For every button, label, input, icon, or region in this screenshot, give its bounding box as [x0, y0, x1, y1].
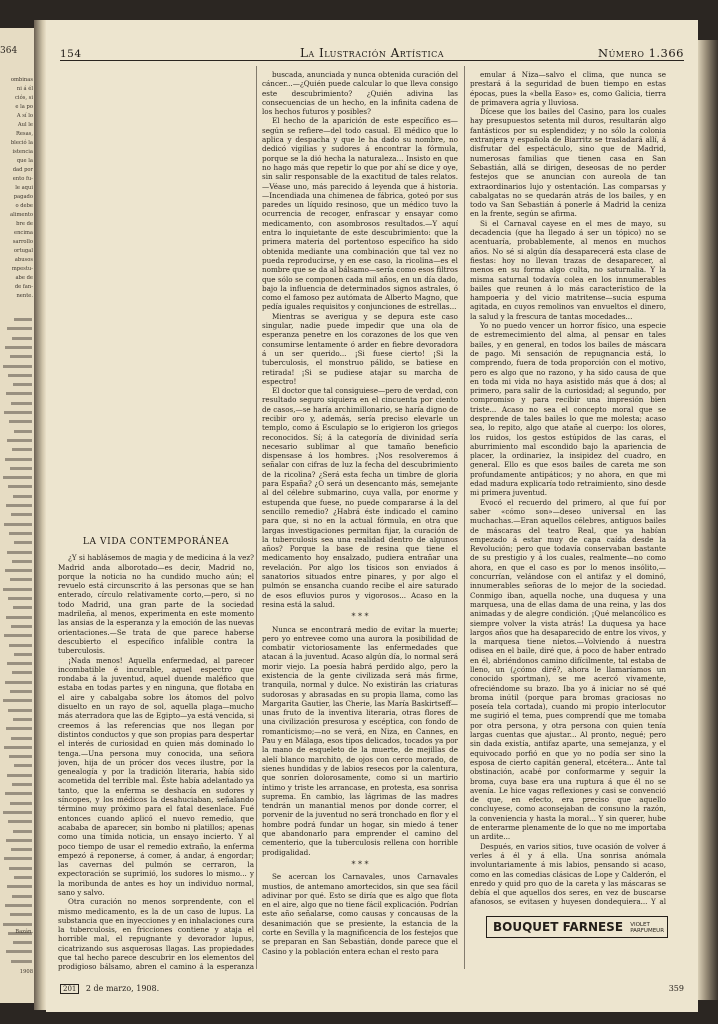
col3-paragraph-3: Si el Carnaval cayese en el mes de mayo, su decadencia (que ha llegado á ser un tópico) no se acentuaría, probablemente, al menos en muchos años. No sé si algún día desaparecerá esta clase de fiestas: hoy no llevan trazas de desaparecer, al menos en su forma algo culta, no saturnalia. Y la misma saturnal todavía colea en los innumerables bailes que reunen á lo más característico de la hampoeria y del vicio matritense—sucia espuma agitada, en cuyos remolinos van envueltos el dinero, la salud y la frescura de tantas mocedades... — [470, 218, 666, 321]
previous-page-text-line — [9, 867, 32, 870]
col2-paragraph-6: Se acercan los Carnavales, unos Carnavales mustios, de antemano amortecidos, sin que sea fácil adivinar por qué. Esto se diría que es algo que flota en el aire, algo que no tiene fácil explicación. Podrían este año señalarse, como causas y concausas de la desanimación que se presiente, la estancia de la corte en Sevilla y la magnificencia de los festejos que se preparan en San Sebastián, donde parece que el Casino y la población entera echan el resto para — [262, 872, 458, 956]
previous-page-text-line — [13, 606, 32, 609]
previous-page-text-line — [7, 885, 32, 888]
advertisement-box — [486, 916, 668, 938]
previous-page-text-line — [9, 532, 32, 535]
magazine-page — [46, 20, 698, 1012]
previous-page-text-line — [5, 569, 32, 572]
col3-paragraph-4: Yo no puedo vencer un horror físico, una especie de estremecimiento del alma, al pensar en tales bailes, y en general, en todos los bailes de máscara de pago. Mi sensación de repugnancia está, lo comprendo, fuera de toda proporción con el motivo, pero es algo que no razono, y ha sido causa de que en toda mi vida no haya asistido más que á dos; al primero, para salir de la curiosidad; al segundo, por compromiso y para recibir una impresión bien triste... Acaso no sea el concepto moral que se desprende de tales bailes lo que me molesta; acaso sea, lo repito, algo que atañe al cuerpo: los olores, los ruidos, los gestos estúpidos de las caras, el aburrimiento mal escondido bajo la apariencia de placer, la ordinariez, la insipidez del cuadro, en general. Ello es que esos bailes de careta me son profundamente antipáticos; y no ahora, en que mi edad madura explicaría todo retraimiento, sino desde mi primera juventud. — [470, 321, 666, 498]
previous-page-text-line — [3, 365, 32, 368]
previous-page-fragment: mpestu- — [11, 266, 33, 272]
previous-page-fragment: le aqui — [15, 185, 33, 191]
col1-paragraph-3: Otra curación no menos sorprendente, con el mismo medicamento, es la de un caso de lupus. La substancia que en inyecciones y en inhalaciones cura la tuberculosis, en fricciones contiene y ataja el horrible mal, el repugnante y devorador lupus, cicatrizando sus asquerosas llagas. Las propiedades que tal hecho parece descubrir en los elementos del prodigioso bálsamo, abren el camino á la esperanza — [58, 897, 254, 972]
section-break-2: * * * — [351, 859, 369, 869]
previous-page-fragment: bre de — [16, 221, 33, 227]
advert-small-text — [630, 922, 664, 934]
previous-page-strip — [0, 28, 34, 1003]
previous-page-text-line — [11, 625, 32, 628]
previous-page-text-line — [12, 337, 32, 340]
previous-page-text-line — [12, 448, 32, 451]
previous-page-text-line — [10, 913, 32, 916]
footer-date: 2 de marzo, 1908. — [85, 984, 160, 993]
previous-page-text-line — [3, 811, 32, 814]
previous-page-text-line — [9, 644, 32, 647]
previous-page-text-line — [5, 792, 32, 795]
previous-page-text-line — [5, 458, 32, 461]
previous-page-text-line — [14, 318, 32, 321]
column-divider-2 — [464, 66, 465, 969]
previous-page-text-line — [8, 374, 32, 377]
col2-paragraph-1: buscada, anunciada y nunca obtenida curación del cáncer...—¿Quién puede calcular lo que lleva consigo este descubrimiento? ¿Quién adivina las consecuencias de un hecho, en la infinita cadena de los hechos futuros y posibles? — [262, 70, 458, 117]
previous-page-text-line — [5, 904, 32, 907]
page-footer — [60, 980, 684, 1000]
previous-page-text-line — [14, 653, 32, 656]
col2-paragraph-4: El doctor que tal consiguiese—pero de verdad, con resultado seguro siquiera en el cincuenta por ciento de casos,—se haría archimillonario, se haría digno de recibir oro y, además, sería preciso elevarle un templo, como á Esculapio se lo erigieron los griegos reconocidos. Sí; á la categoría de divinidad sería necesario sublimar al que tamaño beneficio dispensase á los hombres. ¡Nos resolveremos á señalar con cifras de luz la fecha del descubrimiento de la ricolina? ¿Será esta fecha un timbre de gloria para España? ¿O será un desencanto más, semejante al del célebre submarino, cuya valla, por enorme y estupenda que fuese, no puede compararse á la del sencillo remedio? ¿Habrá éste indicado el camino para que, si no en la actual fórmula, en otra que largas investigaciones permitan fijar, la curación de la tuberculosis sea una realidad dentro de algunos años? Porque la base de resina que tiene el medicamento hoy ensalzado, pudiera entrañar una revelación. Por algo los tísicos son enviados á sanatorios situados entre pinares, y por algo el pulmón se ensancha cuando recibe el aire saturado de esos efluvios puros y vigorosos... Acaso en la resina está la salud. — [262, 386, 458, 609]
previous-page-text-line — [6, 839, 32, 842]
section-break-1: * * * — [351, 612, 369, 622]
previous-page-fragment: abe de — [15, 275, 33, 281]
previous-page-fragment: ciós, si — [15, 95, 33, 101]
previous-page-text-line — [14, 430, 32, 433]
previous-page-fragment: e la po — [15, 104, 33, 110]
header-page-number: 154 — [60, 48, 82, 60]
previous-page-fragment: encima — [14, 230, 33, 236]
section-title: LA VIDA CONTEMPORÁNEA — [82, 537, 230, 547]
previous-page-fragment: A sí lo — [16, 113, 33, 119]
previous-page-text-line — [6, 392, 32, 395]
col3-paragraph-6: Después, en varios sitios, tuve ocasión de volver á verles á él y á ella. Una sonrisa anómala involuntariamente á mis labios, pensando si acaso, como en las comedias clásicas de Lope y Calderón, el enredo y quid pro quo de la careta y las máscaras se debía el que aquellos dos seres, en vez de buscarse afanosos, se evitasen y huyesen dondequiera... Y al — [470, 841, 666, 907]
previous-page-text-line — [13, 495, 32, 498]
previous-page-text-line — [11, 402, 32, 405]
previous-page-text-line — [12, 671, 32, 674]
column-3 — [470, 70, 666, 908]
previous-page-text-line — [13, 383, 32, 386]
previous-page-text-line — [12, 560, 32, 563]
previous-page-text-line — [7, 551, 32, 554]
previous-page-text-line — [12, 895, 32, 898]
previous-page-fragment: ni á él — [16, 86, 33, 92]
previous-page-text-line — [6, 727, 32, 730]
col3-paragraph-5: Evocó el recuerdo del primero, al que fuí por saber «cómo son»—deseo universal en las muchachas.—Eran aquellos célebres, antiguos bailes de máscaras del teatro Real, que ya habían empezado á estar muy de capa caída desde la Revolución; pero que todavía conservaban bastante de su prestigio y á los cuales, realmente—no como ahora, en que el caso es por lo menos insólito,—concurrían, velándose con el antifaz y el dominó, innumerables señoras de lo mejor de la sociedad. Conmigo iban, aquella noche, una duquesa y una marquesa, una de ellas dama de una reina, y las dos animadas y de alegre condición. ¡Qué melancólico es siempre volver la vista atrás! La duquesa ya hace largos años que ha desaparecido de entre los vivos, y la marquesa tiene nietos.—Volviendo á nuestra odisea en el baile, diré que, á poco de haber entrado en él, abriéndonos camino difícilmente, tal estaba de lleno, un (¿cómo diré?, ahora le llamaríamos un conocido sportman), se me acercó vivamente, ofreciéndome su brazo. Iba yo á iniciar no sé qué broma inútil (porque para bromas graciosas no poseía tela cortada), cuando mi propio interlocutor me sugirió el tema, pues comprendí que me tomaba por otra persona, y otra persona con quien tenía largas cuentas que ajustar... Al pronto, negué; pero sin dada existía, antifaz aparte, una semejanza, y el equivocado porfió en que yo no podía ser sino la esposa de cierto capitán general, etcétera... Ante tal obstinación, acabé por conformarme y seguir la broma, cuya base era una ruptura á que él no se avenía. Le hice vagas reflexiones y casi se convenció de que, en efecto, era preciso que aquello concluyese, como aconsejaban de consuno la razón, la conveniencia y hasta la moral... Y sin querer, hube de enterarme plenamente de lo que no me importaba un ardite... — [470, 497, 666, 842]
col3-paragraph-2: Dícese que los bailes del Casino, para los cuales hay presupuestos setenta mil duros, resultarán algo fantásticos por su esplendidez; y no sólo la colonia extranjera y española de Biarritz se trasladará allí, á disfrutar del espectáculo, sino que de Madrid, numerosas familias que tienen casa en San Sebastián, allá se dirigen, deseosas de no perder festejos que se anuncian con aureola de tan extraordinarios lujo y ostentación. Las comparsas y cabalgatas no se quedarán atrás de los bailes, y en todo va San Sebastián á ponerle á Madrid la ceniza en la frente, según se afirma. — [470, 107, 666, 219]
previous-page-text-line — [4, 523, 32, 526]
col1-paragraph-2: ¡Nada menos! Aquella enfermedad, al parecer incombatible é incurable, aquel espectro que rondaba á la juventud, aquel duende maléfico que estaba en todas partes y en ninguna, que flotaba en el aire y cabalgaba sobre los átomos del polvo disuelto en un rayo de sol, aquella plaga—mucho más aterradora que las de Egipto—ya está vencida, si creemos á las referencias que nos llegan por distintos conductos y que son propias para despertar el interés de curiosidad en quien más dominado lo tenga.—Una persona muy conocida, una señora joven, hija de un prócer dos veces ilustre, por la genealogía y por la tradición literaria, había sido acometida del terrible mal. Éste había adelantado ya tanto, que la enferma se deshacía en sudores y síncopes, y los médicos la desahuciaban, señalando término muy próximo para el fatal desenlace. Fué entonces cuando aplicó el nuevo remedio, que acababa de aparecer, sin bombo ni platillos; apenas como una tímida noticia, un ensayo incierto. Y al poco tiempo de usar el remedio extraño, la enferma empezó á reponerse, á comer, á andar, á engordar; las cavernas del pulmón se cerraron, la expectoración se suprimió, los sudores lo mismo... y la moribunda de antes es hoy un individuo normal, sano y salvo. — [58, 655, 254, 897]
advert-brand: BOUQUET FARNESE — [493, 920, 624, 934]
previous-page-text-line — [9, 420, 32, 423]
previous-page-fragment: ento fu- — [12, 176, 33, 182]
previous-page-text-line — [7, 327, 32, 330]
previous-page-text-line — [10, 467, 32, 470]
column-divider-1 — [256, 66, 257, 969]
previous-page-year: 1908 — [19, 969, 33, 975]
footer-box-label: 201 — [60, 984, 79, 994]
previous-page-text-line — [14, 541, 32, 544]
previous-page-text-line — [7, 662, 32, 665]
col2-paragraph-5: Nunca se encontrará medio de evitar la muerte; pero yo entrevee como una aurora la posibilidad de combatir victoriosamente las enfermedades que atacan á la juventud. Acaso algún día, lo normal será morir viejo. La poesía habrá perdido algo, pero la existencia de la gente civilizada será más firme, tranquila, normal y dulce. No existirán las criaturas sudorosas y abrasadas en su propia llama, como las Margarita Gautier, las Cherie, las María Baskirtseff—unas fruto de la inventiva literaria, otras flores de una civilización presurosa y escéptica, con fondo de romanticismo;—no se verá, en Niza, en Cannes, en Pau y en Málaga, esos tipos delicados, tocados ya por la mano de esqueleto de la muerte, de mejillas de alelí blanco marchito, de ojos con cerco morado, de sienes hundidas y de labios resecos por la calentura, que sonríen dolorosamente, como si un martirio íntimo y triste les arrancase, en protesta, esa sonrisa suprema. En cambio, las lágrimas de las madres tendrán un manantial menos por donde correr, el porvenir de la juventud no será tronchado en flor y el hombre podrá fundar un hogar, sin miedo á tener que abandonarlo para emprender el camino del cementerio, que la tuberculosis rellena con horrible prodigalidad. — [262, 624, 458, 857]
previous-page-name: Bazán. — [15, 929, 33, 935]
previous-page-text-line — [4, 411, 32, 414]
previous-page-text-line — [3, 699, 32, 702]
previous-page-text-line — [8, 820, 32, 823]
previous-page-fragment: bleció la — [10, 140, 33, 146]
previous-page-number: 364 — [0, 46, 18, 56]
previous-page-fragment: istencia — [12, 149, 33, 155]
header-title: La Ilustración Artística — [299, 46, 445, 60]
previous-page-fragment: de fan- — [14, 284, 33, 290]
previous-page-text-line — [13, 830, 32, 833]
previous-page-text-line — [13, 718, 32, 721]
previous-page-fragment: abusos — [14, 257, 33, 263]
previous-page-text-line — [14, 764, 32, 767]
previous-page-text-line — [5, 681, 32, 684]
previous-page-text-line — [10, 578, 32, 581]
page-header — [60, 40, 684, 62]
previous-page-text-line — [11, 737, 32, 740]
previous-page-text-line — [12, 783, 32, 786]
previous-page-fragment: ombinas — [10, 77, 33, 83]
footer-left — [60, 984, 159, 994]
previous-page-text-line — [3, 588, 32, 591]
previous-page-fragment: alimento — [10, 212, 33, 218]
previous-page-text-line — [8, 597, 32, 600]
previous-page-fragment: o debe — [15, 203, 33, 209]
previous-page-text-line — [3, 476, 32, 479]
advert-small-line-1: VIOLET — [630, 921, 650, 928]
previous-page-fragment: Aul le — [17, 122, 33, 128]
previous-page-text-line — [11, 960, 32, 963]
previous-page-text-line — [8, 485, 32, 488]
previous-page-text-line — [10, 355, 32, 358]
column-2 — [262, 70, 458, 972]
col2-paragraph-2: El hecho de la aparición de este específico es—según se refiere—del todo casual. El médico que lo aplica y despacha y que le ha dado su nombre, no dedicó vigilias y sudores á encontrar la fórmula, porque se la dió hecha la naturaleza... Insisto en que no hago más que repetir lo que por ahí se dice y oye, sin salir responsable de la exactitud de tales relatos.—Véase uno, más parecido á leyenda que á historia.—Incendiada una chimenea de fábrica, goteó por sus paredes un líquido resinoso, que un médico tuvo la ocurrencia de recoger, enfrascar y ensayar como medicamento, con asombrosos resultados.—Y aquí entra lo inquietante de este descubrimiento: que la primera materia del portentoso específico ha sido obtenida mediante una combinación que tal vez no pueda reproducirse, y en ese caso, la ricolina—es el nombre que se da al bálsamo—sería como esos filtros que sólo se componen cada mil años, en un día dado, bajo la influencia de determinados signos astrales, ó como el famoso pez autómata de Alberto Magno, que pedía iguales requisitos y conjunciones de estrellas... — [262, 116, 458, 312]
book-gutter — [34, 20, 46, 1010]
previous-page-text-line — [6, 504, 32, 507]
previous-page-fragment: sarrollo — [12, 239, 33, 245]
previous-page-text-line — [4, 634, 32, 637]
advert-small-line-2: PARFUMEUR — [630, 927, 665, 934]
page-edge-shadow — [698, 40, 718, 1000]
previous-page-fragment: Resas, — [15, 131, 33, 137]
previous-page-text-line — [10, 802, 32, 805]
previous-page-fragment: pagado — [13, 194, 33, 200]
previous-page-text-line — [9, 755, 32, 758]
previous-page-text-line — [4, 746, 32, 749]
previous-page-text-line — [14, 876, 32, 879]
header-issue: Número 1.366 — [598, 46, 684, 60]
header-rule — [60, 60, 684, 61]
previous-page-fragment: nente. — [16, 293, 33, 299]
col3-paragraph-1: emular á Niza—salvo el clima, que nunca se prestará á la seguridad de buen tiempo en estas épocas, pues la «bella Easo» es, como Galicia, tierra de primavera agria y lluviosa. — [470, 70, 666, 107]
previous-page-fragment: dad por — [12, 167, 33, 173]
previous-page-text-line — [11, 513, 32, 516]
previous-page-text-line — [7, 774, 32, 777]
previous-page-text-line — [6, 950, 32, 953]
col2-paragraph-3: Mientras se averigua y se depura este caso singular, nadie puede impedir que una ola de esperanza penetre en los corazones de los que ven consumirse lentamente ó arder en fiebre devoradora á un ser querido... ¡Si fuese cierto! ¡Si la tuberculosis, el monstruo pálido, se batiese en retirada! ¡Si se pudiese atajar su marcha de espectro! — [262, 311, 458, 386]
previous-page-fragment: que la — [16, 158, 33, 164]
footer-page-number: 359 — [668, 984, 684, 993]
previous-page-text-line — [13, 941, 32, 944]
previous-page-text-line — [11, 848, 32, 851]
previous-page-text-line — [3, 923, 32, 926]
previous-page-fragment: ortugal — [13, 248, 33, 254]
previous-page-text-line — [4, 857, 32, 860]
previous-page-text-line — [8, 709, 32, 712]
column-1 — [58, 532, 254, 972]
previous-page-text-line — [5, 346, 32, 349]
previous-page-text-line — [6, 616, 32, 619]
col1-paragraph-1: ¿Y si hablásemos de magia y de medicina á la vez? Madrid anda alborotado—es decir, Madrid no, porque la noticia no ha cundido mucho aún; el revuelo está circunscrito á las personas que se han enterado, círculo relativamente corto,—pero, si no todo Madrid, una gran parte de la sociedad madrileña, al menos, experimenta en este momento las ansias de la esperanza y la emoción de las nuevas orientaciones.—Se trata de que parece haberse descubierto el específico infalible contra la tuberculosis. — [58, 553, 254, 656]
previous-page-text-line — [7, 439, 32, 442]
previous-page-text-line — [10, 690, 32, 693]
